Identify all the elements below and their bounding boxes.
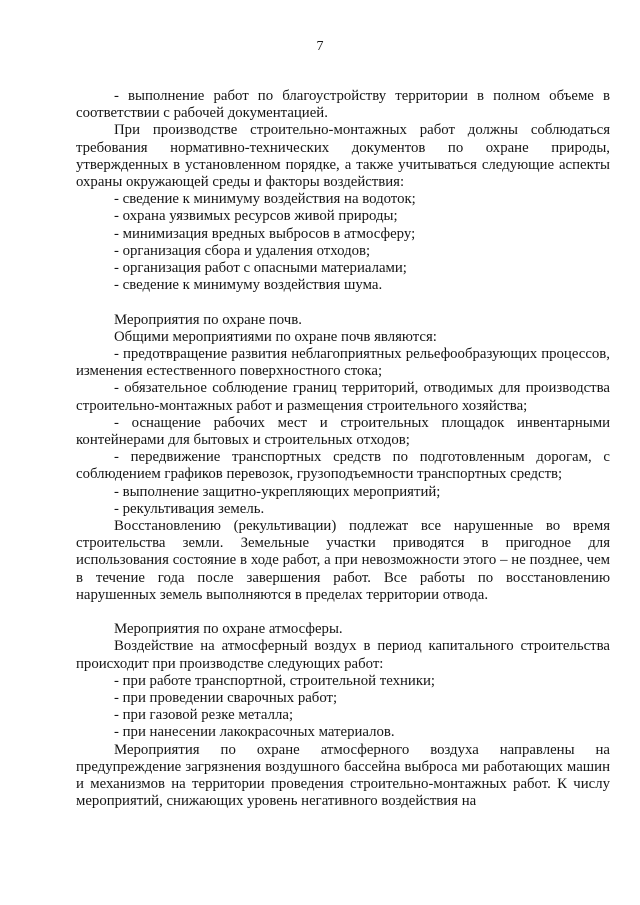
paragraph: Мероприятия по охране атмосферного воздуха направлены на предупреждение загрязнения воздушного бассейна выброса ми работающих машин и механизмов на территории проведения строительно-монтажных работ. К числу мероприятий, снижающих уровень негативного воздействия на xyxy=(76,741,610,810)
paragraph: При производстве строительно-монтажных работ должны соблюдаться требования нормативно-технических документов по охране природы, утвержденных в установленном порядке, а также учитываться следующие аспекты охраны окружающей среды и факторы воздействия: xyxy=(76,122,610,191)
list-item: - сведение к минимуму воздействия на водоток; xyxy=(114,191,416,208)
list-item: - оснащение рабочих мест и строительных площадок инвентарными контейнерами для бытовых и строительных отходов; xyxy=(76,414,610,449)
list-item: - организация работ с опасными материалами; xyxy=(114,260,407,277)
list-item: - минимизация вредных выбросов в атмосферу; xyxy=(114,225,416,242)
list-item: - предотвращение развития неблагоприятных рельефообразующих процессов, изменения естественного поверхностного стока; xyxy=(76,346,610,380)
list-item: - выполнение работ по благоустройству территории в полном объеме в соответствии с рабочей документацией. xyxy=(76,88,610,122)
list-item: - обязательное соблюдение границ территорий, отводимых для производства строительно-монтажных работ и размещения строительного хозяйства; xyxy=(76,380,610,414)
list-item: - при нанесении лакокрасочных материалов. xyxy=(114,724,395,741)
list-item: - выполнение защитно-укрепляющих мероприятий; xyxy=(114,483,441,500)
list-item: - передвижение транспортных средств по подготовленным дорогам, с соблюдением графиков перевозок, грузоподъемности транспортных средств; xyxy=(76,449,610,483)
list-item: - при работе транспортной, строительной техники; xyxy=(114,672,436,689)
section-heading-soil: Мероприятия по охране почв. xyxy=(114,311,302,328)
paragraph: Общими мероприятиями по охране почв являются: xyxy=(114,328,437,345)
list-item: - рекультивация земель. xyxy=(114,500,265,517)
page-number: 7 xyxy=(316,39,324,54)
list-item: - сведение к минимуму воздействия шума. xyxy=(114,277,383,294)
list-item: - организация сбора и удаления отходов; xyxy=(114,242,371,259)
list-item: - при газовой резке металла; xyxy=(114,707,294,724)
section-heading-atmosphere: Мероприятия по охране атмосферы. xyxy=(114,621,343,638)
paragraph: Воздействие на атмосферный воздух в период капитального строительства происходит при производстве следующих работ: xyxy=(76,638,610,672)
paragraph: Восстановлению (рекультивации) подлежат все нарушенные во время строительства земли. Земельные участки приводятся в пригодное для использования состояние в ходе работ, а при невозможности этого – не позднее, чем в течение года после завершения работ. Все работы по восстановлению нарушенных земель выполняются в пределах территории отвода. xyxy=(76,518,610,603)
document-body xyxy=(76,88,610,811)
list-item: - при проведении сварочных работ; xyxy=(114,690,338,707)
list-item: - охрана уязвимых ресурсов живой природы; xyxy=(114,208,398,225)
